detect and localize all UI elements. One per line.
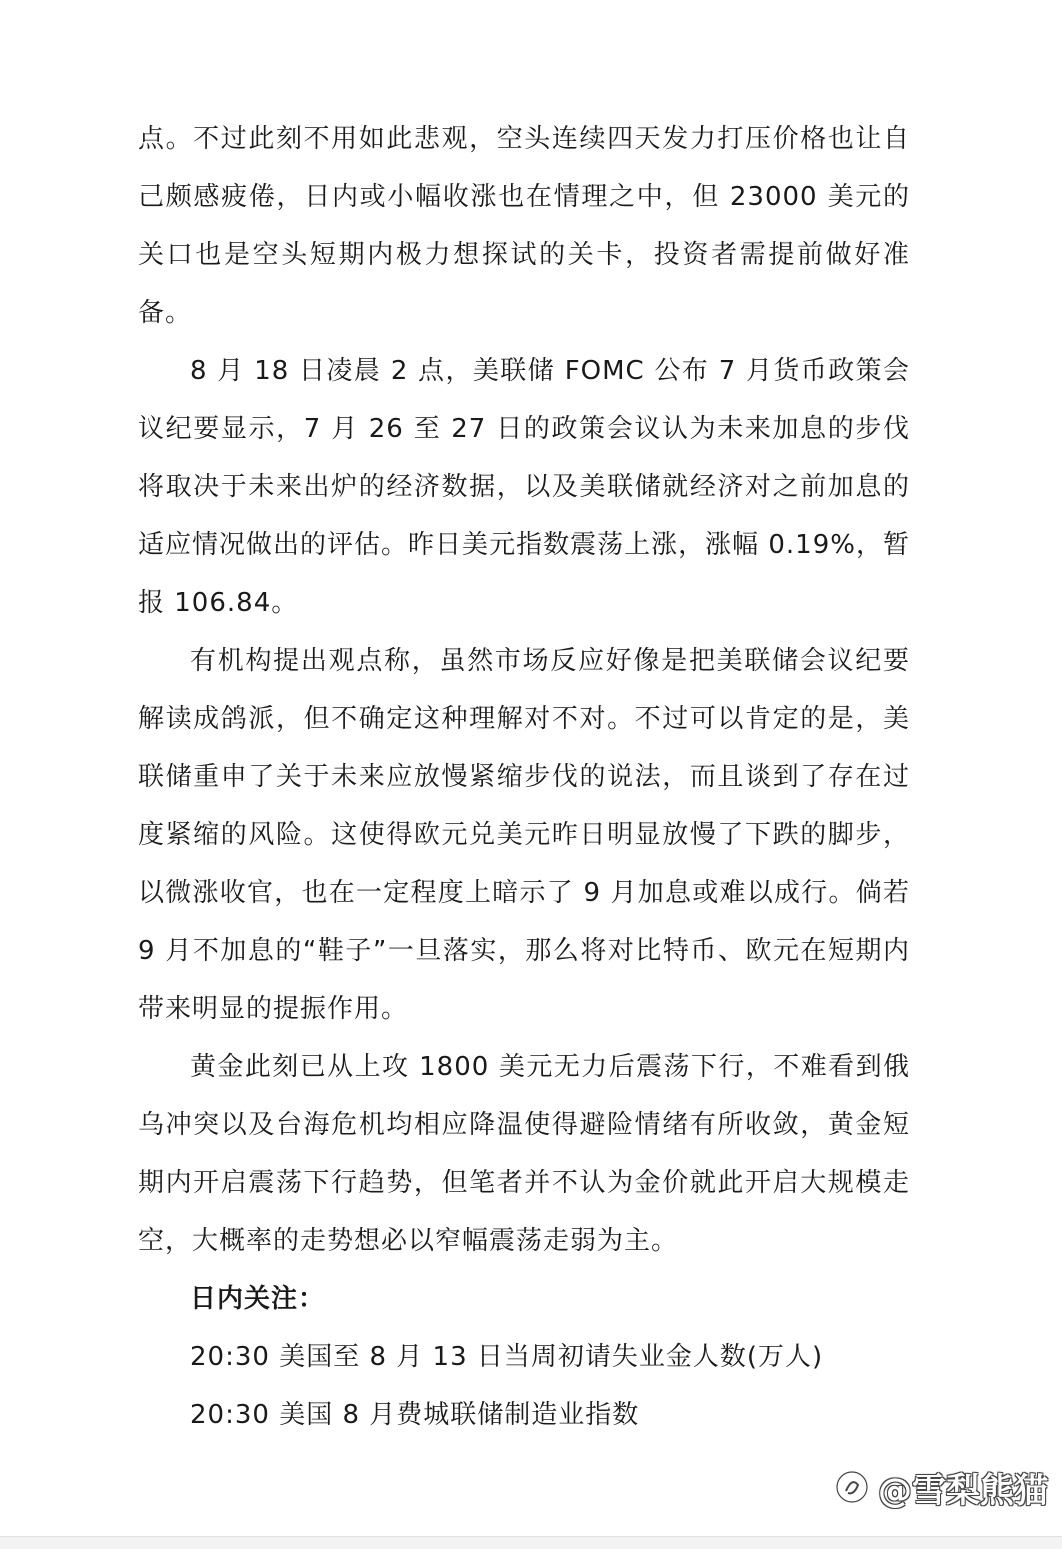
paragraph-institution-view: 有机构提出观点称，虽然市场反应好像是把美联储会议纪要解读成鸽派，但不确定这种理解对不对。不过可以肯定的是，美联储重申了关于未来应放慢紧缩步伐的说法，而且谈到了存在过度紧缩的风险。这使得欧元兑美元昨日明显放慢了下跌的脚步，以微涨收官，也在一定程度上暗示了 9 月加息或难以成行。倘若 9 月不加息的“鞋子”一旦落实，那么将对比特币、欧元在短期内带来明显的提振作用。 <box>138 646 910 1024</box>
article-body <box>138 110 910 1444</box>
section-title-intraday-focus: 日内关注： <box>190 1284 326 1314</box>
watermark <box>834 1462 1048 1512</box>
snowball-logo-icon <box>834 1469 870 1505</box>
watermark-text: @雪梨熊猫 <box>878 1470 1048 1511</box>
page-bottom-edge <box>0 1536 1062 1549</box>
paragraph-fomc-minutes: 8 月 18 日凌晨 2 点，美联储 FOMC 公布 7 月货币政策会议纪要显示，7 月 26 至 27 日的政策会议认为未来加息的步伐将取决于未来出炉的经济数据，以及美联储就经济对之前加息的适应情况做出的评估。昨日美元指数震荡上涨，涨幅 0.19%，暂报 106.84。 <box>138 356 910 618</box>
event-item: 20:30 美国至 8 月 13 日当周初请失业金人数(万人) <box>190 1342 824 1372</box>
paragraph-continuation: 点。不过此刻不用如此悲观，空头连续四天发力打压价格也让自己颇感疲倦，日内或小幅收涨也在情理之中，但 23000 美元的关口也是空头短期内极力想探试的关卡，投资者需提前做好准备。 <box>138 124 910 328</box>
paragraph-gold: 黄金此刻已从上攻 1800 美元无力后震荡下行，不难看到俄乌冲突以及台海危机均相应降温使得避险情绪有所收敛，黄金短期内开启震荡下行趋势，但笔者并不认为金价就此开启大规模走空，大概率的走势想必以窄幅震荡走弱为主。 <box>138 1052 910 1256</box>
event-item: 20:30 美国 8 月费城联储制造业指数 <box>190 1400 640 1430</box>
